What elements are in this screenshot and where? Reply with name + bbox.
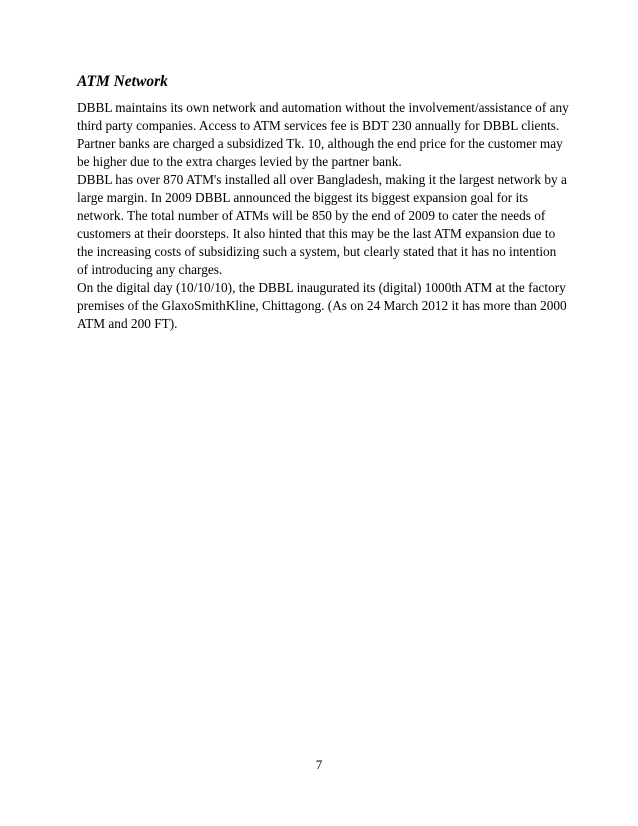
page-number: 7: [315, 757, 323, 772]
section-heading: ATM Network: [77, 73, 168, 90]
text-line: Partner banks are charged a subsidized Tk. 10, although the end price for the customer may: [77, 136, 563, 151]
text-line: ATM and 200 FT).: [77, 316, 178, 331]
text-line: of introducing any charges.: [77, 262, 223, 277]
text-line: On the digital day (10/10/10), the DBBL inaugurated its (digital) 1000th ATM at the factory: [77, 280, 566, 295]
text-line: DBBL has over 870 ATM's installed all over Bangladesh, making it the largest network by a: [77, 172, 567, 187]
text-line: network. The total number of ATMs will be 850 by the end of 2009 to cater the needs of: [77, 208, 546, 223]
text-line: large margin. In 2009 DBBL announced the biggest its biggest expansion goal for its: [77, 190, 529, 205]
section-body: [77, 99, 567, 333]
text-line: be higher due to the extra charges levied by the partner bank.: [77, 154, 402, 169]
text-line: the increasing costs of subsidizing such a system, but clearly stated that it has no intention: [77, 244, 557, 259]
text-line: customers at their doorsteps. It also hinted that this may be the last ATM expansion due to: [77, 226, 556, 241]
text-line: third party companies. Access to ATM services fee is BDT 230 annually for DBBL clients.: [77, 118, 560, 133]
text-line: premises of the GlaxoSmithKline, Chittagong. (As on 24 March 2012 it has more than 2000: [77, 298, 567, 313]
text-line: DBBL maintains its own network and automation without the involvement/assistance of any: [77, 100, 569, 115]
